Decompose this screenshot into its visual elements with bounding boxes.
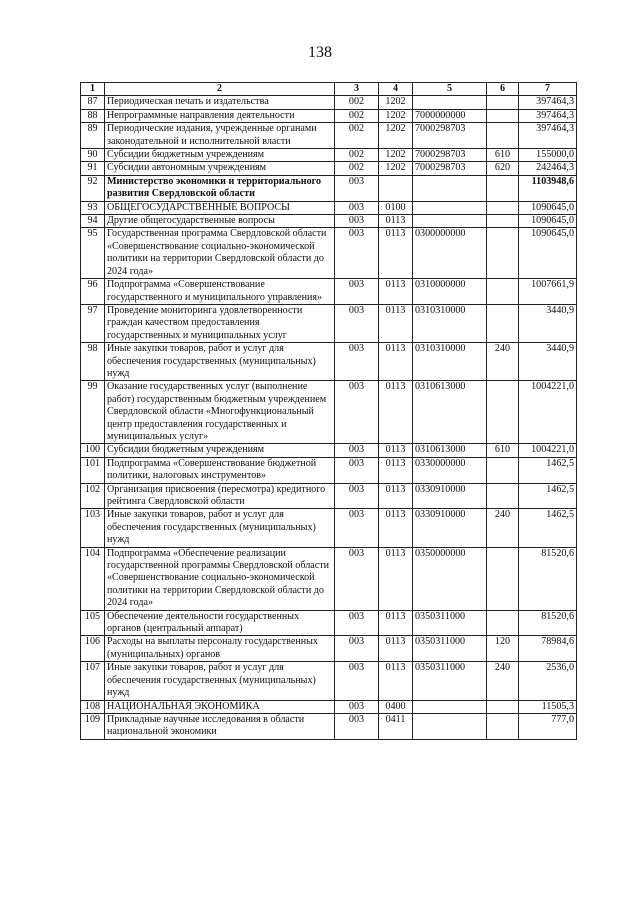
- expense-type-cell: [487, 457, 519, 483]
- table-row: [81, 215, 577, 228]
- target-code-cell: [413, 215, 487, 228]
- chapter-code-cell: 002: [335, 149, 379, 162]
- amount-cell: 1090645,0: [519, 201, 577, 214]
- expense-type-cell: 240: [487, 343, 519, 381]
- expense-type-cell: [487, 215, 519, 228]
- expense-type-cell: [487, 96, 519, 109]
- row-number-cell: 88: [81, 109, 105, 122]
- target-code-cell: 0310613000: [413, 381, 487, 444]
- chapter-code-cell: 003: [335, 228, 379, 279]
- chapter-code-cell: 003: [335, 662, 379, 700]
- row-name-cell: Непрограммные направления деятельности: [105, 109, 335, 122]
- row-name-cell: Оказание государственных услуг (выполнение работ) государственным бюджетным учреждением Свердловской области «Многофункциональный центр предоставления государственных и муниципальных услуг»: [105, 381, 335, 444]
- chapter-code-cell: 003: [335, 483, 379, 509]
- chapter-code-cell: 003: [335, 175, 379, 201]
- target-code-cell: 0350311000: [413, 636, 487, 662]
- table-header-row: [81, 83, 577, 96]
- expense-type-cell: [487, 304, 519, 342]
- row-number-cell: 100: [81, 444, 105, 457]
- table-row: [81, 662, 577, 700]
- amount-cell: 2536,0: [519, 662, 577, 700]
- column-header: 2: [105, 83, 335, 96]
- row-name-cell: ОБЩЕГОСУДАРСТВЕННЫЕ ВОПРОСЫ: [105, 201, 335, 214]
- chapter-code-cell: 003: [335, 279, 379, 305]
- chapter-code-cell: 003: [335, 547, 379, 610]
- amount-cell: 1004221,0: [519, 444, 577, 457]
- expense-type-cell: [487, 483, 519, 509]
- expense-type-cell: [487, 381, 519, 444]
- budget-table: [80, 82, 577, 740]
- row-number-cell: 95: [81, 228, 105, 279]
- table-row: [81, 201, 577, 214]
- amount-cell: 1007661,9: [519, 279, 577, 305]
- amount-cell: 3440,9: [519, 343, 577, 381]
- row-number-cell: 94: [81, 215, 105, 228]
- target-code-cell: [413, 175, 487, 201]
- chapter-code-cell: 003: [335, 636, 379, 662]
- table-row: [81, 123, 577, 149]
- amount-cell: 1462,5: [519, 483, 577, 509]
- target-code-cell: [413, 700, 487, 713]
- amount-cell: 155000,0: [519, 149, 577, 162]
- table-row: [81, 279, 577, 305]
- row-number-cell: 89: [81, 123, 105, 149]
- section-code-cell: 0113: [379, 483, 413, 509]
- table-row: [81, 610, 577, 636]
- chapter-code-cell: 002: [335, 96, 379, 109]
- row-name-cell: Проведение мониторинга удовлетворенности граждан качеством предоставления государственных и муниципальных услуг: [105, 304, 335, 342]
- amount-cell: 1004221,0: [519, 381, 577, 444]
- table-row: [81, 343, 577, 381]
- table-row: [81, 700, 577, 713]
- row-name-cell: Субсидии бюджетным учреждениям: [105, 444, 335, 457]
- target-code-cell: 7000000000: [413, 109, 487, 122]
- chapter-code-cell: 002: [335, 109, 379, 122]
- section-code-cell: 1202: [379, 109, 413, 122]
- expense-type-cell: [487, 713, 519, 739]
- row-number-cell: 99: [81, 381, 105, 444]
- section-code-cell: 0113: [379, 343, 413, 381]
- chapter-code-cell: 002: [335, 162, 379, 175]
- row-number-cell: 90: [81, 149, 105, 162]
- target-code-cell: 0330000000: [413, 457, 487, 483]
- table-row: [81, 149, 577, 162]
- section-code-cell: 0113: [379, 662, 413, 700]
- target-code-cell: [413, 201, 487, 214]
- chapter-code-cell: 003: [335, 201, 379, 214]
- expense-type-cell: 620: [487, 162, 519, 175]
- table-row: [81, 636, 577, 662]
- expense-type-cell: 240: [487, 662, 519, 700]
- target-code-cell: [413, 96, 487, 109]
- row-number-cell: 96: [81, 279, 105, 305]
- row-name-cell: Подпрограмма «Совершенствование государственного и муниципального управления»: [105, 279, 335, 305]
- row-number-cell: 104: [81, 547, 105, 610]
- row-number-cell: 102: [81, 483, 105, 509]
- amount-cell: 397464,3: [519, 123, 577, 149]
- expense-type-cell: [487, 279, 519, 305]
- section-code-cell: 0113: [379, 381, 413, 444]
- expense-type-cell: [487, 700, 519, 713]
- target-code-cell: 0350311000: [413, 610, 487, 636]
- row-number-cell: 108: [81, 700, 105, 713]
- expense-type-cell: [487, 175, 519, 201]
- target-code-cell: 7000298703: [413, 162, 487, 175]
- row-name-cell: Министерство экономики и территориального развития Свердловской области: [105, 175, 335, 201]
- target-code-cell: 0330910000: [413, 483, 487, 509]
- amount-cell: 78984,6: [519, 636, 577, 662]
- chapter-code-cell: 003: [335, 700, 379, 713]
- section-code-cell: 0113: [379, 444, 413, 457]
- section-code-cell: 0113: [379, 547, 413, 610]
- section-code-cell: 0113: [379, 636, 413, 662]
- section-code-cell: 1202: [379, 149, 413, 162]
- amount-cell: 397464,3: [519, 109, 577, 122]
- table-row: [81, 483, 577, 509]
- section-code-cell: 0113: [379, 509, 413, 547]
- row-number-cell: 87: [81, 96, 105, 109]
- row-name-cell: НАЦИОНАЛЬНАЯ ЭКОНОМИКА: [105, 700, 335, 713]
- target-code-cell: 0300000000: [413, 228, 487, 279]
- row-name-cell: Периодические издания, учрежденные органами законодательной и исполнительной власти: [105, 123, 335, 149]
- amount-cell: 1090645,0: [519, 215, 577, 228]
- table-row: [81, 444, 577, 457]
- amount-cell: 777,0: [519, 713, 577, 739]
- column-header: 6: [487, 83, 519, 96]
- section-code-cell: 0113: [379, 215, 413, 228]
- amount-cell: 397464,3: [519, 96, 577, 109]
- amount-cell: 1090645,0: [519, 228, 577, 279]
- row-number-cell: 101: [81, 457, 105, 483]
- table-row: [81, 109, 577, 122]
- chapter-code-cell: 003: [335, 444, 379, 457]
- target-code-cell: 0310613000: [413, 444, 487, 457]
- expense-type-cell: 610: [487, 444, 519, 457]
- amount-cell: 1462,5: [519, 509, 577, 547]
- table-row: [81, 304, 577, 342]
- chapter-code-cell: 003: [335, 343, 379, 381]
- table-row: [81, 175, 577, 201]
- target-code-cell: 0310310000: [413, 304, 487, 342]
- table-row: [81, 547, 577, 610]
- section-code-cell: 0113: [379, 279, 413, 305]
- chapter-code-cell: 002: [335, 123, 379, 149]
- expense-type-cell: [487, 228, 519, 279]
- column-header: 5: [413, 83, 487, 96]
- section-code-cell: [379, 175, 413, 201]
- expense-type-cell: [487, 109, 519, 122]
- row-number-cell: 105: [81, 610, 105, 636]
- column-header: 1: [81, 83, 105, 96]
- row-number-cell: 103: [81, 509, 105, 547]
- target-code-cell: 0310310000: [413, 343, 487, 381]
- chapter-code-cell: 003: [335, 713, 379, 739]
- section-code-cell: 0113: [379, 457, 413, 483]
- section-code-cell: 1202: [379, 162, 413, 175]
- row-number-cell: 109: [81, 713, 105, 739]
- target-code-cell: 7000298703: [413, 123, 487, 149]
- row-name-cell: Иные закупки товаров, работ и услуг для обеспечения государственных (муниципальных) нужд: [105, 662, 335, 700]
- column-header: 3: [335, 83, 379, 96]
- row-name-cell: Прикладные научные исследования в области национальной экономики: [105, 713, 335, 739]
- table-row: [81, 509, 577, 547]
- table-row: [81, 381, 577, 444]
- target-code-cell: 0350311000: [413, 662, 487, 700]
- row-name-cell: Иные закупки товаров, работ и услуг для обеспечения государственных (муниципальных) нужд: [105, 509, 335, 547]
- amount-cell: 242464,3: [519, 162, 577, 175]
- section-code-cell: 0100: [379, 201, 413, 214]
- row-name-cell: Государственная программа Свердловской области «Совершенствование социально-экономической политики на территории Свердловской области до 2024 года»: [105, 228, 335, 279]
- section-code-cell: 0400: [379, 700, 413, 713]
- amount-cell: 1103948,6: [519, 175, 577, 201]
- row-name-cell: Подпрограмма «Совершенствование бюджетной политики, налоговых инструментов»: [105, 457, 335, 483]
- page-number: 138: [308, 44, 332, 61]
- target-code-cell: 0310000000: [413, 279, 487, 305]
- row-name-cell: Иные закупки товаров, работ и услуг для обеспечения государственных (муниципальных) нужд: [105, 343, 335, 381]
- amount-cell: 1462,5: [519, 457, 577, 483]
- row-name-cell: Расходы на выплаты персоналу государственных (муниципальных) органов: [105, 636, 335, 662]
- amount-cell: 81520,6: [519, 610, 577, 636]
- row-name-cell: Периодическая печать и издательства: [105, 96, 335, 109]
- table-row: [81, 228, 577, 279]
- amount-cell: 81520,6: [519, 547, 577, 610]
- section-code-cell: 0113: [379, 228, 413, 279]
- target-code-cell: 7000298703: [413, 149, 487, 162]
- chapter-code-cell: 003: [335, 457, 379, 483]
- row-name-cell: Подпрограмма «Обеспечение реализации государственной программы Свердловской области «Совершенствование социально-экономической политики на территории Свердловской области до 2024 года»: [105, 547, 335, 610]
- section-code-cell: 0113: [379, 304, 413, 342]
- chapter-code-cell: 003: [335, 509, 379, 547]
- target-code-cell: [413, 713, 487, 739]
- row-name-cell: Обеспечение деятельности государственных органов (центральный аппарат): [105, 610, 335, 636]
- row-name-cell: Организация присвоения (пересмотра) кредитного рейтинга Свердловской области: [105, 483, 335, 509]
- expense-type-cell: [487, 610, 519, 636]
- table-row: [81, 96, 577, 109]
- row-number-cell: 92: [81, 175, 105, 201]
- row-number-cell: 91: [81, 162, 105, 175]
- table-row: [81, 162, 577, 175]
- column-header: 4: [379, 83, 413, 96]
- expense-type-cell: [487, 201, 519, 214]
- target-code-cell: 0330910000: [413, 509, 487, 547]
- section-code-cell: 1202: [379, 123, 413, 149]
- section-code-cell: 1202: [379, 96, 413, 109]
- expense-type-cell: 610: [487, 149, 519, 162]
- section-code-cell: 0411: [379, 713, 413, 739]
- chapter-code-cell: 003: [335, 304, 379, 342]
- chapter-code-cell: 003: [335, 215, 379, 228]
- table-row: [81, 713, 577, 739]
- expense-type-cell: 240: [487, 509, 519, 547]
- row-name-cell: Другие общегосударственные вопросы: [105, 215, 335, 228]
- amount-cell: 3440,9: [519, 304, 577, 342]
- table-row: [81, 457, 577, 483]
- row-number-cell: 106: [81, 636, 105, 662]
- row-name-cell: Субсидии автономным учреждениям: [105, 162, 335, 175]
- amount-cell: 11505,3: [519, 700, 577, 713]
- expense-type-cell: [487, 123, 519, 149]
- chapter-code-cell: 003: [335, 381, 379, 444]
- row-name-cell: Субсидии бюджетным учреждениям: [105, 149, 335, 162]
- target-code-cell: 0350000000: [413, 547, 487, 610]
- row-number-cell: 93: [81, 201, 105, 214]
- column-header: 7: [519, 83, 577, 96]
- expense-type-cell: [487, 547, 519, 610]
- row-number-cell: 98: [81, 343, 105, 381]
- row-number-cell: 97: [81, 304, 105, 342]
- row-number-cell: 107: [81, 662, 105, 700]
- chapter-code-cell: 003: [335, 610, 379, 636]
- expense-type-cell: 120: [487, 636, 519, 662]
- section-code-cell: 0113: [379, 610, 413, 636]
